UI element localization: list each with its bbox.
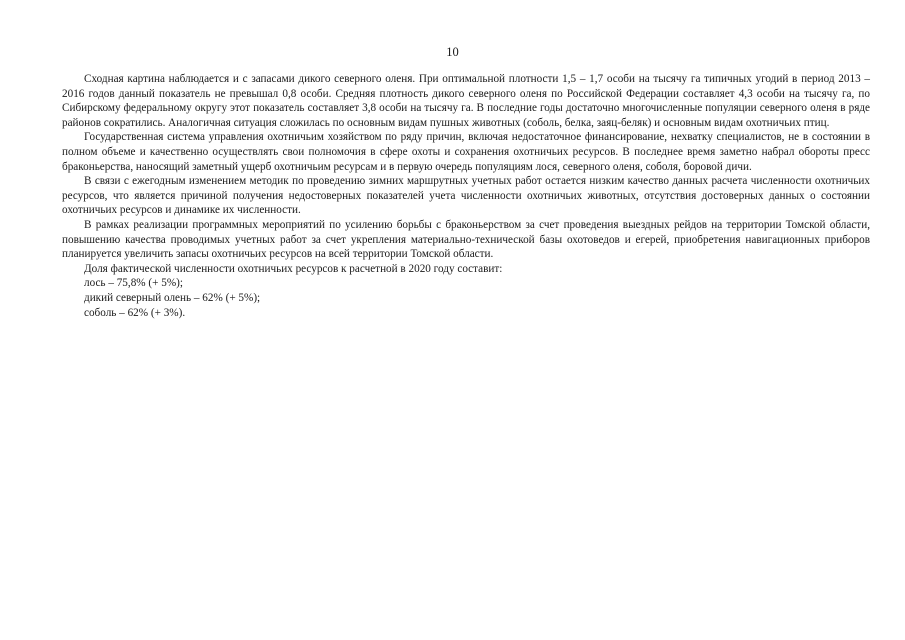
list-item-sable: соболь – 62% (+ 3%). — [84, 306, 186, 319]
paragraph-anti-poaching: В рамках реализации программных мероприятий по усилению борьбы с браконьерством за счет проведения выездных рейдов на территории Томской области, повышению качества проводимых учетных работ за счет укрепления материально-технической базы охотоведов и егерей, приобретения навигационных приборов планируется увеличить запасы охотничьих ресурсов на всей территории Томской области. — [62, 218, 870, 261]
list-item-moose: лось – 75,8% (+ 5%); — [84, 277, 183, 290]
paragraph-reindeer-density: Сходная картина наблюдается и с запасами дикого северного оленя. При оптимальной плотности 1,5 – 1,7 особи на тысячу га типичных угодий в период 2013 – 2016 годов данный показатель не превышал 0,8 особи. Средняя плотность дикого северного оленя по Российской Федерации составляет 4,3 особи на тысячу га, по Сибирскому федеральному округу этот показатель составляет 3,8 особи на тысячу га. В последние годы достаточно многочисленные популяции северного оленя в ряде районов сократились. Аналогичная ситуация сложилась по основным видам пушных животных (соболь, белка, заяц-беляк) и основным видам охотничьих птиц. — [62, 73, 870, 129]
paragraph-survey-methods: В связи с ежегодным изменением методик по проведению зимних маршрутных учетных работ остается низким качество данных расчета численности охотничьих ресурсов, что является причиной получения недостоверных показателей учета численности охотничьих животных, отсутствия достоверных данных о состоянии охотничьих ресурсов и динамике их численности. — [62, 175, 870, 217]
document-body — [62, 72, 870, 320]
page-number: 10 — [446, 45, 459, 59]
paragraph-state-management: Государственная система управления охотничьим хозяйством по ряду причин, включая недостаточное финансирование, нехватку специалистов, не в состоянии в полном объеме и качественно осуществлять свои полномочия в сфере охоты и сохранения охотничьих ресурсов. В последнее время заметно набрал обороты пресс браконьерства, наносящий заметный ущерб охотничьим ресурсам и в первую очередь популяциям лося, северного оленя, соболя, боровой дичи. — [62, 131, 870, 173]
list-item-reindeer: дикий северный олень – 62% (+ 5%); — [84, 291, 261, 304]
list-intro: Доля фактической численности охотничьих ресурсов к расчетной в 2020 году составит: — [84, 262, 503, 275]
